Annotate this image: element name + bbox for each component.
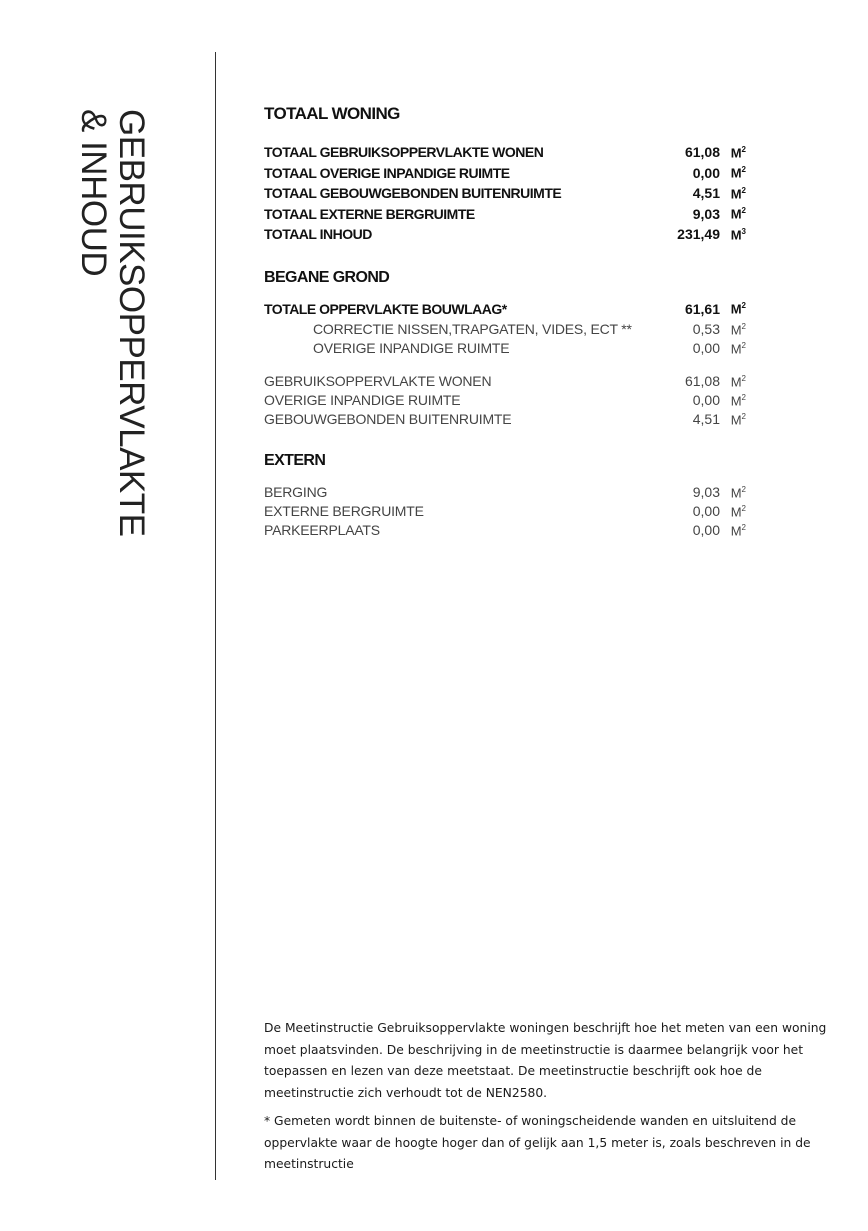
table-row [264, 226, 746, 247]
row-value: 4,51 [692, 411, 720, 427]
row-unit: $M^3$ [730, 226, 746, 242]
row-unit: $M^2$ [730, 321, 746, 337]
row-value: 0,00 [692, 503, 720, 519]
side-title-line1: GEBRUIKSOPPERVLAKTE [112, 109, 151, 537]
row-value: 9,03 [692, 205, 720, 222]
note-gemeten: * Gemeten wordt binnen de buitenste- of woningscheidende wanden en uitsluitend de oppervlakte waar de hoogte hoger dan of gelijk aan 1,5 meter is, zoals beschreven in de meetinstructie [264, 1114, 811, 1171]
row-label: TOTAAL GEBOUWGEBONDEN BUITENRUIMTE [264, 185, 562, 201]
table-row [264, 185, 746, 206]
row-value: 0,00 [692, 340, 720, 356]
row-unit: $M^2$ [730, 144, 746, 160]
table-row [264, 503, 746, 522]
note-meetinstructie: De Meetinstructie Gebruiksoppervlakte woningen beschrijft hoe het meten van een woning moet plaatsvinden. De beschrijving in de meetinstructie is daarmee belangrijk voor het toepassen en lezen van deze meetstaat. De meetinstructie beschrijft ook hoe de meetinstructie zich verhoudt tot de NEN2580. [264, 1021, 827, 1100]
row-unit: $M^2$ [730, 206, 746, 222]
row-label: TOTAAL INHOUD [264, 226, 372, 242]
row-unit: $M^2$ [730, 165, 746, 181]
table-row [264, 301, 746, 322]
row-unit: $M^2$ [730, 411, 746, 427]
row-label: TOTALE OPPERVLAKTE BOUWLAAG* [264, 300, 507, 317]
row-label: OVERIGE INPANDIGE RUIMTE [313, 340, 510, 356]
table-row [264, 373, 746, 392]
row-value: 4,51 [692, 185, 720, 201]
row-label: GEBRUIKSOPPERVLAKTE WONEN [264, 373, 492, 389]
section-title-extern: EXTERN [264, 452, 326, 469]
table-row [264, 522, 746, 541]
row-value: 61,61 [684, 300, 720, 317]
table-row [264, 321, 746, 340]
row-value: 0,00 [692, 164, 720, 181]
row-unit: $M^2$ [730, 484, 746, 500]
row-label: OVERIGE INPANDIGE RUIMTE [264, 392, 461, 408]
row-label: TOTAAL EXTERNE BERGRUIMTE [264, 205, 475, 222]
row-label: TOTAAL OVERIGE INPANDIGE RUIMTE [264, 164, 510, 181]
side-title [74, 109, 150, 549]
row-unit: $M^2$ [730, 503, 746, 519]
table-row [264, 206, 746, 227]
row-label: EXTERNE BERGRUIMTE [264, 503, 424, 519]
row-unit: $M^2$ [730, 185, 746, 201]
row-label: GEBOUWGEBONDEN BUITENRUIMTE [264, 411, 512, 427]
row-unit: $M^2$ [730, 301, 746, 317]
side-title-line2: & INHOUD [74, 109, 113, 277]
measurement-table [264, 104, 746, 541]
table-row [264, 340, 746, 359]
footnotes [264, 1018, 836, 1183]
table-row [264, 165, 746, 186]
table-row [264, 392, 746, 411]
row-value: 61,08 [684, 144, 720, 160]
row-label: TOTAAL GEBRUIKSOPPERVLAKTE WONEN [264, 144, 544, 160]
row-value: 9,03 [692, 484, 720, 500]
row-value: 0,53 [692, 321, 720, 337]
row-unit: $M^2$ [730, 340, 746, 356]
table-row [264, 144, 746, 165]
row-label: CORRECTIE NISSEN,TRAPGATEN, VIDES, ECT ** [313, 321, 632, 337]
row-value: 231,49 [677, 226, 720, 242]
section-title-begane-grond: BEGANE GROND [264, 268, 390, 286]
section-title-totaal-woning: TOTAAL WONING [264, 104, 400, 123]
row-unit: $M^2$ [730, 373, 746, 389]
row-value: 0,00 [692, 522, 720, 538]
table-row [264, 484, 746, 503]
table-row [264, 411, 746, 430]
row-value: 61,08 [684, 373, 720, 389]
row-label: BERGING [264, 484, 328, 500]
row-value: 0,00 [692, 392, 720, 408]
vertical-divider [215, 52, 216, 1180]
row-unit: $M^2$ [730, 392, 746, 408]
row-unit: $M^2$ [730, 522, 746, 538]
row-label: PARKEERPLAATS [264, 522, 380, 538]
